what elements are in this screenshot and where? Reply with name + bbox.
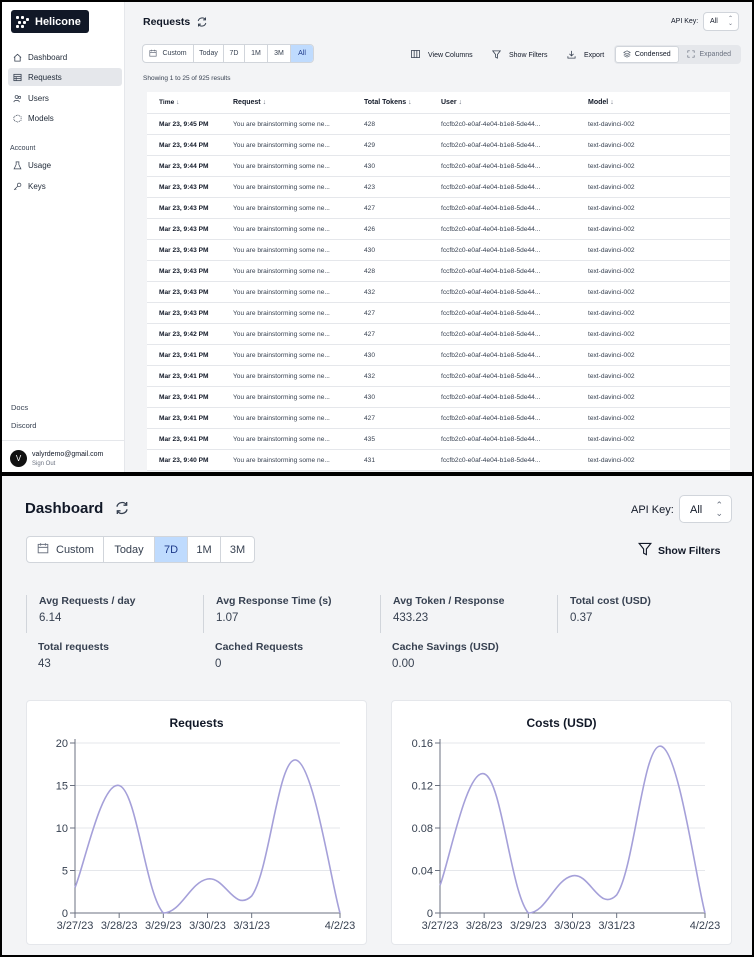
density-toggle [614, 45, 741, 64]
stats-grid [26, 595, 732, 677]
cell-model: text-davinci-002 [588, 225, 635, 233]
cell-time: Mar 23, 9:45 PM [159, 120, 209, 128]
cell-request: You are brainstorming some ne... [233, 225, 330, 233]
cell-user: fccfb2c0-e0af-4e04-b1e8-5de44... [441, 225, 541, 233]
cell-model: text-davinci-002 [588, 246, 635, 254]
key-icon [12, 181, 22, 191]
y-tick-label: 0.12 [411, 780, 433, 793]
cell-model: text-davinci-002 [588, 309, 635, 317]
costs-chart-card [391, 700, 732, 945]
api-key-select[interactable] [703, 12, 739, 31]
condensed-button[interactable] [615, 46, 679, 63]
x-tick-label: 3/27/23 [421, 920, 459, 932]
table-row[interactable] [147, 240, 730, 261]
sidebar-item-usage[interactable] [8, 156, 122, 174]
range-today-button[interactable]: Today [194, 45, 224, 62]
y-tick-label: 20 [55, 738, 68, 750]
chevron-updown-icon: ⌃ ⌄ [715, 500, 723, 518]
dashboard-view [2, 476, 752, 955]
cell-request: You are brainstorming some ne... [233, 435, 330, 443]
cell-request: You are brainstorming some ne... [233, 183, 330, 191]
page-title: Requests [143, 16, 191, 28]
cell-total-tokens: 427 [364, 414, 376, 422]
table-icon [12, 72, 22, 82]
arrow-down-icon: ↓ [408, 99, 412, 106]
cell-time: Mar 23, 9:41 PM [159, 435, 209, 443]
show-filters-label: Show Filters [509, 52, 548, 59]
refresh-icon[interactable] [114, 500, 130, 521]
sidebar-item-keys[interactable] [8, 177, 122, 195]
requests-chart-card [26, 700, 367, 945]
cell-total-tokens: 435 [364, 435, 376, 443]
cell-request: You are brainstorming some ne... [233, 351, 330, 359]
column-header-request[interactable] [233, 99, 364, 106]
account-section-label: Account [10, 145, 36, 152]
export-button[interactable] [567, 50, 604, 61]
chevron-updown-icon: ⌃ ⌄ [727, 16, 733, 27]
x-tick-label: 3/31/23 [598, 920, 636, 932]
table-row[interactable] [147, 114, 730, 135]
cell-user: fccfb2c0-e0af-4e04-b1e8-5de44... [441, 204, 541, 212]
user-menu[interactable] [2, 440, 125, 472]
arrow-down-icon: ↓ [176, 99, 180, 106]
stat-label: Cached Requests [215, 641, 304, 653]
cell-user: fccfb2c0-e0af-4e04-b1e8-5de44... [441, 183, 541, 191]
condensed-label: Condensed [634, 51, 671, 58]
sidebar-item-dashboard[interactable] [8, 48, 122, 66]
stack-icon [623, 50, 631, 60]
cell-user: fccfb2c0-e0af-4e04-b1e8-5de44... [441, 288, 541, 296]
cell-user: fccfb2c0-e0af-4e04-b1e8-5de44... [441, 351, 541, 359]
view-columns-label: View Columns [428, 51, 473, 59]
table-row[interactable] [147, 408, 730, 429]
column-header-label: Total Tokens [364, 99, 407, 106]
requests-main [125, 2, 752, 472]
table-header [147, 92, 730, 114]
cell-model: text-davinci-002 [588, 183, 635, 191]
y-tick-label: 0 [61, 908, 68, 920]
table-row[interactable] [147, 303, 730, 324]
cell-time: Mar 23, 9:41 PM [159, 393, 209, 401]
stat-label: Avg Token / Response [393, 595, 505, 607]
avatar[interactable]: V [10, 450, 27, 467]
helicone-logo-icon [16, 16, 30, 28]
cell-user: fccfb2c0-e0af-4e04-b1e8-5de44... [441, 267, 541, 275]
cell-request: You are brainstorming some ne... [233, 288, 330, 296]
cell-user: fccfb2c0-e0af-4e04-b1e8-5de44... [441, 162, 541, 170]
home-icon [12, 52, 22, 62]
users-icon [12, 93, 22, 103]
cell-total-tokens: 427 [364, 309, 376, 317]
cell-time: Mar 23, 9:43 PM [159, 225, 209, 233]
cell-total-tokens: 432 [364, 372, 376, 380]
y-tick-label: 5 [61, 865, 68, 878]
filter-icon [492, 50, 505, 61]
column-header-model[interactable] [588, 99, 708, 106]
sidebar-item-users[interactable] [8, 89, 122, 107]
stat-value: 6.14 [39, 612, 62, 624]
table-row[interactable] [147, 156, 730, 177]
stat-value: 0.00 [392, 658, 415, 670]
cell-model: text-davinci-002 [588, 456, 635, 464]
table-row[interactable] [147, 345, 730, 366]
requests-table [147, 92, 730, 471]
stat-label: Total cost (USD) [570, 595, 651, 607]
stat-value: 1.07 [216, 612, 239, 624]
range-label: Custom [56, 543, 94, 556]
cell-time: Mar 23, 9:43 PM [159, 204, 209, 212]
calendar-icon [149, 49, 157, 59]
column-header-time[interactable] [147, 99, 233, 106]
stat-value: 0 [215, 658, 222, 670]
x-tick-label: 3/28/23 [100, 920, 138, 932]
cell-request: You are brainstorming some ne... [233, 414, 330, 422]
show-filters-button[interactable] [492, 50, 548, 61]
column-header-label: User [441, 99, 457, 106]
y-tick-label: 0.04 [411, 865, 433, 878]
cell-time: Mar 23, 9:44 PM [159, 162, 209, 170]
y-tick-label: 15 [55, 780, 68, 793]
expand-icon [687, 50, 695, 60]
results-count: Showing 1 to 25 of 925 results [143, 75, 231, 82]
cell-model: text-davinci-002 [588, 162, 635, 170]
sidebar-item-label: Usage [28, 160, 52, 170]
cell-user: fccfb2c0-e0af-4e04-b1e8-5de44... [441, 330, 541, 338]
table-row[interactable] [147, 177, 730, 198]
cell-model: text-davinci-002 [588, 372, 635, 380]
cell-model: text-davinci-002 [588, 204, 635, 212]
expanded-button[interactable] [679, 46, 741, 63]
arrow-down-icon: ↓ [262, 99, 267, 106]
stat-avg-token [380, 595, 504, 633]
view-columns-button[interactable] [411, 50, 473, 60]
cell-total-tokens: 423 [364, 183, 376, 191]
cell-model: text-davinci-002 [588, 435, 635, 443]
range-all-button[interactable]: All [291, 45, 313, 62]
cell-request: You are brainstorming some ne... [233, 162, 330, 170]
y-tick-label: 0.16 [411, 738, 433, 750]
requests-view [2, 2, 752, 472]
cell-user: fccfb2c0-e0af-4e04-b1e8-5de44... [441, 456, 541, 464]
cell-total-tokens: 432 [364, 288, 376, 296]
table-row[interactable] [147, 261, 730, 282]
api-key-label: API Key: [631, 504, 674, 516]
range-1m-button[interactable]: 1M [245, 45, 268, 62]
cell-total-tokens: 426 [364, 225, 376, 233]
table-row[interactable] [147, 429, 730, 450]
x-tick-label: 4/2/23 [324, 920, 356, 932]
cell-model: text-davinci-002 [588, 141, 635, 149]
cell-request: You are brainstorming some ne... [233, 309, 330, 317]
show-filters-label: Show Filters [658, 544, 721, 557]
range-custom-button[interactable] [143, 45, 194, 62]
x-tick-label: 3/30/23 [189, 920, 226, 932]
cell-request: You are brainstorming some ne... [233, 120, 330, 128]
page-title: Dashboard [25, 500, 104, 517]
cell-total-tokens: 430 [364, 246, 376, 254]
x-tick-label: 3/29/23 [144, 920, 182, 932]
x-tick-label: 4/2/23 [689, 920, 721, 932]
export-label: Export [584, 52, 605, 59]
cell-user: fccfb2c0-e0af-4e04-b1e8-5de44... [441, 414, 541, 422]
costs-chart [392, 701, 733, 946]
stat-value: 0.37 [570, 612, 593, 624]
cell-model: text-davinci-002 [588, 120, 635, 128]
range-7d-button[interactable]: 7D [224, 45, 245, 62]
cell-user: fccfb2c0-e0af-4e04-b1e8-5de44... [441, 246, 541, 254]
cell-time: Mar 23, 9:41 PM [159, 414, 209, 422]
cell-time: Mar 23, 9:43 PM [159, 246, 209, 254]
cell-time: Mar 23, 9:41 PM [159, 372, 209, 380]
cell-total-tokens: 427 [364, 330, 376, 338]
cell-total-tokens: 428 [364, 267, 376, 275]
filter-icon [638, 542, 658, 559]
x-tick-label: 3/30/23 [554, 920, 591, 932]
table-row[interactable] [147, 198, 730, 219]
y-tick-label: 0 [426, 908, 433, 920]
column-header-label: Time [159, 99, 175, 106]
columns-icon [411, 50, 424, 60]
cube-icon [12, 113, 22, 123]
requests-chart [27, 701, 368, 946]
cell-total-tokens: 430 [364, 393, 376, 401]
sidebar-item-requests[interactable] [8, 68, 122, 86]
cell-time: Mar 23, 9:43 PM [159, 288, 209, 296]
cell-total-tokens: 429 [364, 141, 376, 149]
cell-total-tokens: 428 [364, 120, 376, 128]
stat-cache-savings [380, 641, 499, 679]
cell-user: fccfb2c0-e0af-4e04-b1e8-5de44... [441, 372, 541, 380]
cell-request: You are brainstorming some ne... [233, 330, 330, 338]
cell-user: fccfb2c0-e0af-4e04-b1e8-5de44... [441, 435, 541, 443]
cell-model: text-davinci-002 [588, 330, 635, 338]
time-range-selector [142, 44, 314, 63]
cell-time: Mar 23, 9:40 PM [159, 456, 209, 464]
stat-label: Avg Response Time (s) [216, 595, 332, 607]
calendar-icon [37, 542, 49, 557]
cell-total-tokens: 427 [364, 204, 376, 212]
sidebar-item-label: Users [28, 93, 49, 103]
sidebar [2, 2, 125, 472]
user-email: valyrdemo@gmail.com [32, 451, 104, 458]
cell-model: text-davinci-002 [588, 267, 635, 275]
table-row[interactable] [147, 282, 730, 303]
column-header-label: Model [588, 99, 609, 106]
stat-total-requests [26, 641, 109, 679]
stat-label: Avg Requests / day [39, 595, 136, 607]
chart-title: Costs (USD) [526, 716, 597, 730]
cell-time: Mar 23, 9:42 PM [159, 330, 209, 338]
stat-value: 43 [38, 658, 51, 670]
sidebar-item-label: Keys [28, 181, 46, 191]
docs-link[interactable]: Docs [11, 403, 29, 412]
column-header-user[interactable] [441, 99, 588, 106]
range-label: Custom [162, 50, 187, 57]
stat-avg-requests [26, 595, 135, 633]
download-icon [567, 50, 580, 61]
table-row[interactable] [147, 135, 730, 156]
cell-time: Mar 23, 9:43 PM [159, 183, 209, 191]
x-tick-label: 3/29/23 [509, 920, 547, 932]
cell-request: You are brainstorming some ne... [233, 141, 330, 149]
table-row[interactable] [147, 219, 730, 240]
column-header-total-tokens[interactable] [364, 99, 441, 106]
range-today-button[interactable]: Today [104, 537, 155, 562]
table-row[interactable] [147, 450, 730, 471]
cell-request: You are brainstorming some ne... [233, 456, 330, 464]
x-tick-label: 3/27/23 [56, 920, 94, 932]
cell-time: Mar 23, 9:43 PM [159, 267, 209, 275]
cell-user: fccfb2c0-e0af-4e04-b1e8-5de44... [441, 120, 541, 128]
cell-total-tokens: 431 [364, 456, 376, 464]
stat-value: 433.23 [393, 612, 429, 624]
cell-request: You are brainstorming some ne... [233, 204, 330, 212]
table-row[interactable] [147, 324, 730, 345]
x-tick-label: 3/28/23 [465, 920, 503, 932]
cell-time: Mar 23, 9:41 PM [159, 351, 209, 359]
cell-model: text-davinci-002 [588, 351, 635, 359]
y-tick-label: 10 [55, 823, 68, 835]
beaker-icon [12, 160, 22, 170]
cell-model: text-davinci-002 [588, 393, 635, 401]
logo[interactable] [11, 10, 89, 33]
arrow-down-icon: ↓ [610, 99, 614, 106]
stat-total-cost [557, 595, 651, 633]
range-3m-button[interactable]: 3M [229, 543, 246, 556]
table-row[interactable] [147, 387, 730, 408]
expanded-label: Expanded [699, 51, 732, 58]
cell-time: Mar 23, 9:44 PM [159, 141, 209, 149]
cell-model: text-davinci-002 [588, 414, 635, 422]
stat-label: Cache Savings (USD) [392, 641, 499, 653]
cell-request: You are brainstorming some ne... [233, 372, 330, 380]
series-line [75, 760, 340, 913]
stat-cached-requests [203, 641, 303, 679]
cell-user: fccfb2c0-e0af-4e04-b1e8-5de44... [441, 309, 541, 317]
discord-link[interactable]: Discord [11, 421, 37, 430]
cell-user: fccfb2c0-e0af-4e04-b1e8-5de44... [441, 393, 541, 401]
cell-user: fccfb2c0-e0af-4e04-b1e8-5de44... [441, 141, 541, 149]
arrow-down-icon: ↓ [458, 99, 463, 106]
show-filters-button[interactable] [638, 542, 720, 559]
chart-title: Requests [169, 716, 224, 730]
logo-text: Helicone [35, 15, 81, 28]
cell-time: Mar 23, 9:43 PM [159, 309, 209, 317]
y-tick-label: 0.08 [411, 823, 433, 835]
refresh-icon[interactable] [196, 15, 208, 33]
cell-request: You are brainstorming some ne... [233, 393, 330, 401]
cell-request: You are brainstorming some ne... [233, 267, 330, 275]
api-key-label: API Key: [671, 18, 699, 25]
x-tick-label: 3/31/23 [233, 920, 271, 932]
api-key-value: All [690, 504, 703, 516]
column-header-label: Request [233, 99, 261, 106]
cell-model: text-davinci-002 [588, 288, 635, 296]
cell-request: You are brainstorming some ne... [233, 246, 330, 254]
sidebar-item-label: Models [28, 113, 54, 123]
time-range-selector [26, 536, 255, 563]
sidebar-item-label: Dashboard [28, 52, 68, 62]
sign-out-link[interactable]: Sign Out [32, 461, 56, 467]
range-7d-button[interactable]: 7D [155, 537, 188, 562]
api-key-select[interactable] [679, 495, 732, 523]
api-key-value: All [710, 18, 718, 25]
range-1m-button[interactable]: 1M [188, 537, 221, 562]
sidebar-item-label: Requests [28, 72, 62, 82]
table-row[interactable] [147, 366, 730, 387]
cell-total-tokens: 430 [364, 351, 376, 359]
stat-label: Total requests [38, 641, 109, 653]
series-line [440, 746, 705, 913]
cell-total-tokens: 430 [364, 162, 376, 170]
sidebar-item-models[interactable] [8, 109, 122, 127]
range-custom-button[interactable] [27, 537, 104, 562]
stat-avg-response-time [203, 595, 332, 633]
range-3m-button[interactable]: 3M [268, 45, 291, 62]
